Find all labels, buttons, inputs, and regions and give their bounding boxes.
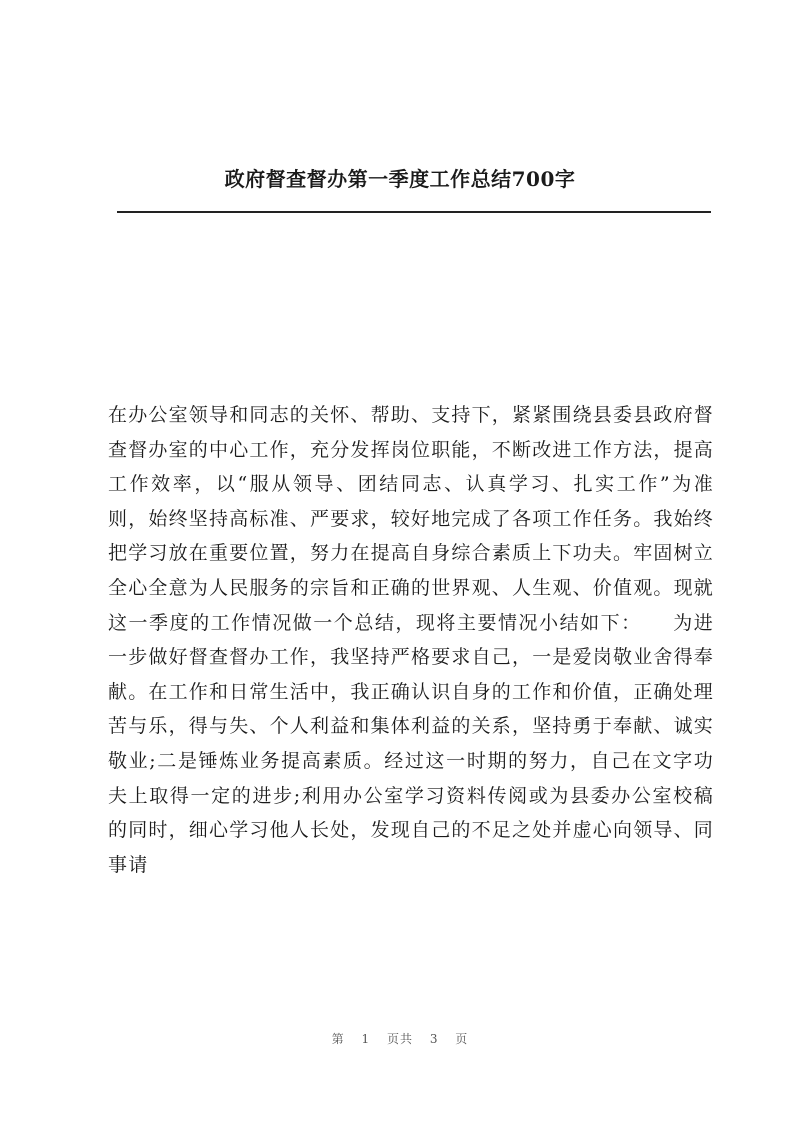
title-divider [117, 211, 711, 213]
footer-page-prefix: 第 [331, 1032, 345, 1046]
footer-page-number: 1 [361, 1032, 371, 1046]
page-footer [0, 1030, 800, 1047]
footer-page-suffix: 页 [455, 1032, 469, 1046]
footer-page-total: 3 [429, 1032, 439, 1046]
document-title: 政府督查督办第一季度工作总结700字 [224, 167, 576, 191]
footer-page-mid: 页共 [386, 1032, 413, 1046]
body-paragraph: 在办公室领导和同志的关怀、帮助、支持下，紧紧围绕县委县政府督查督办室的中心工作，充分发挥岗位职能，不断改进工作方法，提高工作效率，以“服从领导、团结同志、认真学习、扎实工作”为准则，始终坚持高标准、严要求，较好地完成了各项工作任务。我始终把学习放在重要位置，努力在提高自身综合素质上下功夫。牢固树立全心全意为人民服务的宗旨和正确的世界观、人生观、价值观。现就这一季度的工作情况做一个总结，现将主要情况小结如下： 为进一步做好督查督办工作，我坚持严格要求自己，一是爱岗敬业舍得奉献。在工作和日常生活中，我正确认识自身的工作和价值，正确处理苦与乐，得与失、个人利益和集体利益的关系，坚持勇于奉献、诚实敬业;二是锤炼业务提高素质。经过这一时期的努力，自己在文字功夫上取得一定的进步;利用办公室学习资料传阅或为县委办公室校稿的同时，细心学习他人长处，发现自己的不足之处并虚心向领导、同事请 [108, 404, 715, 876]
